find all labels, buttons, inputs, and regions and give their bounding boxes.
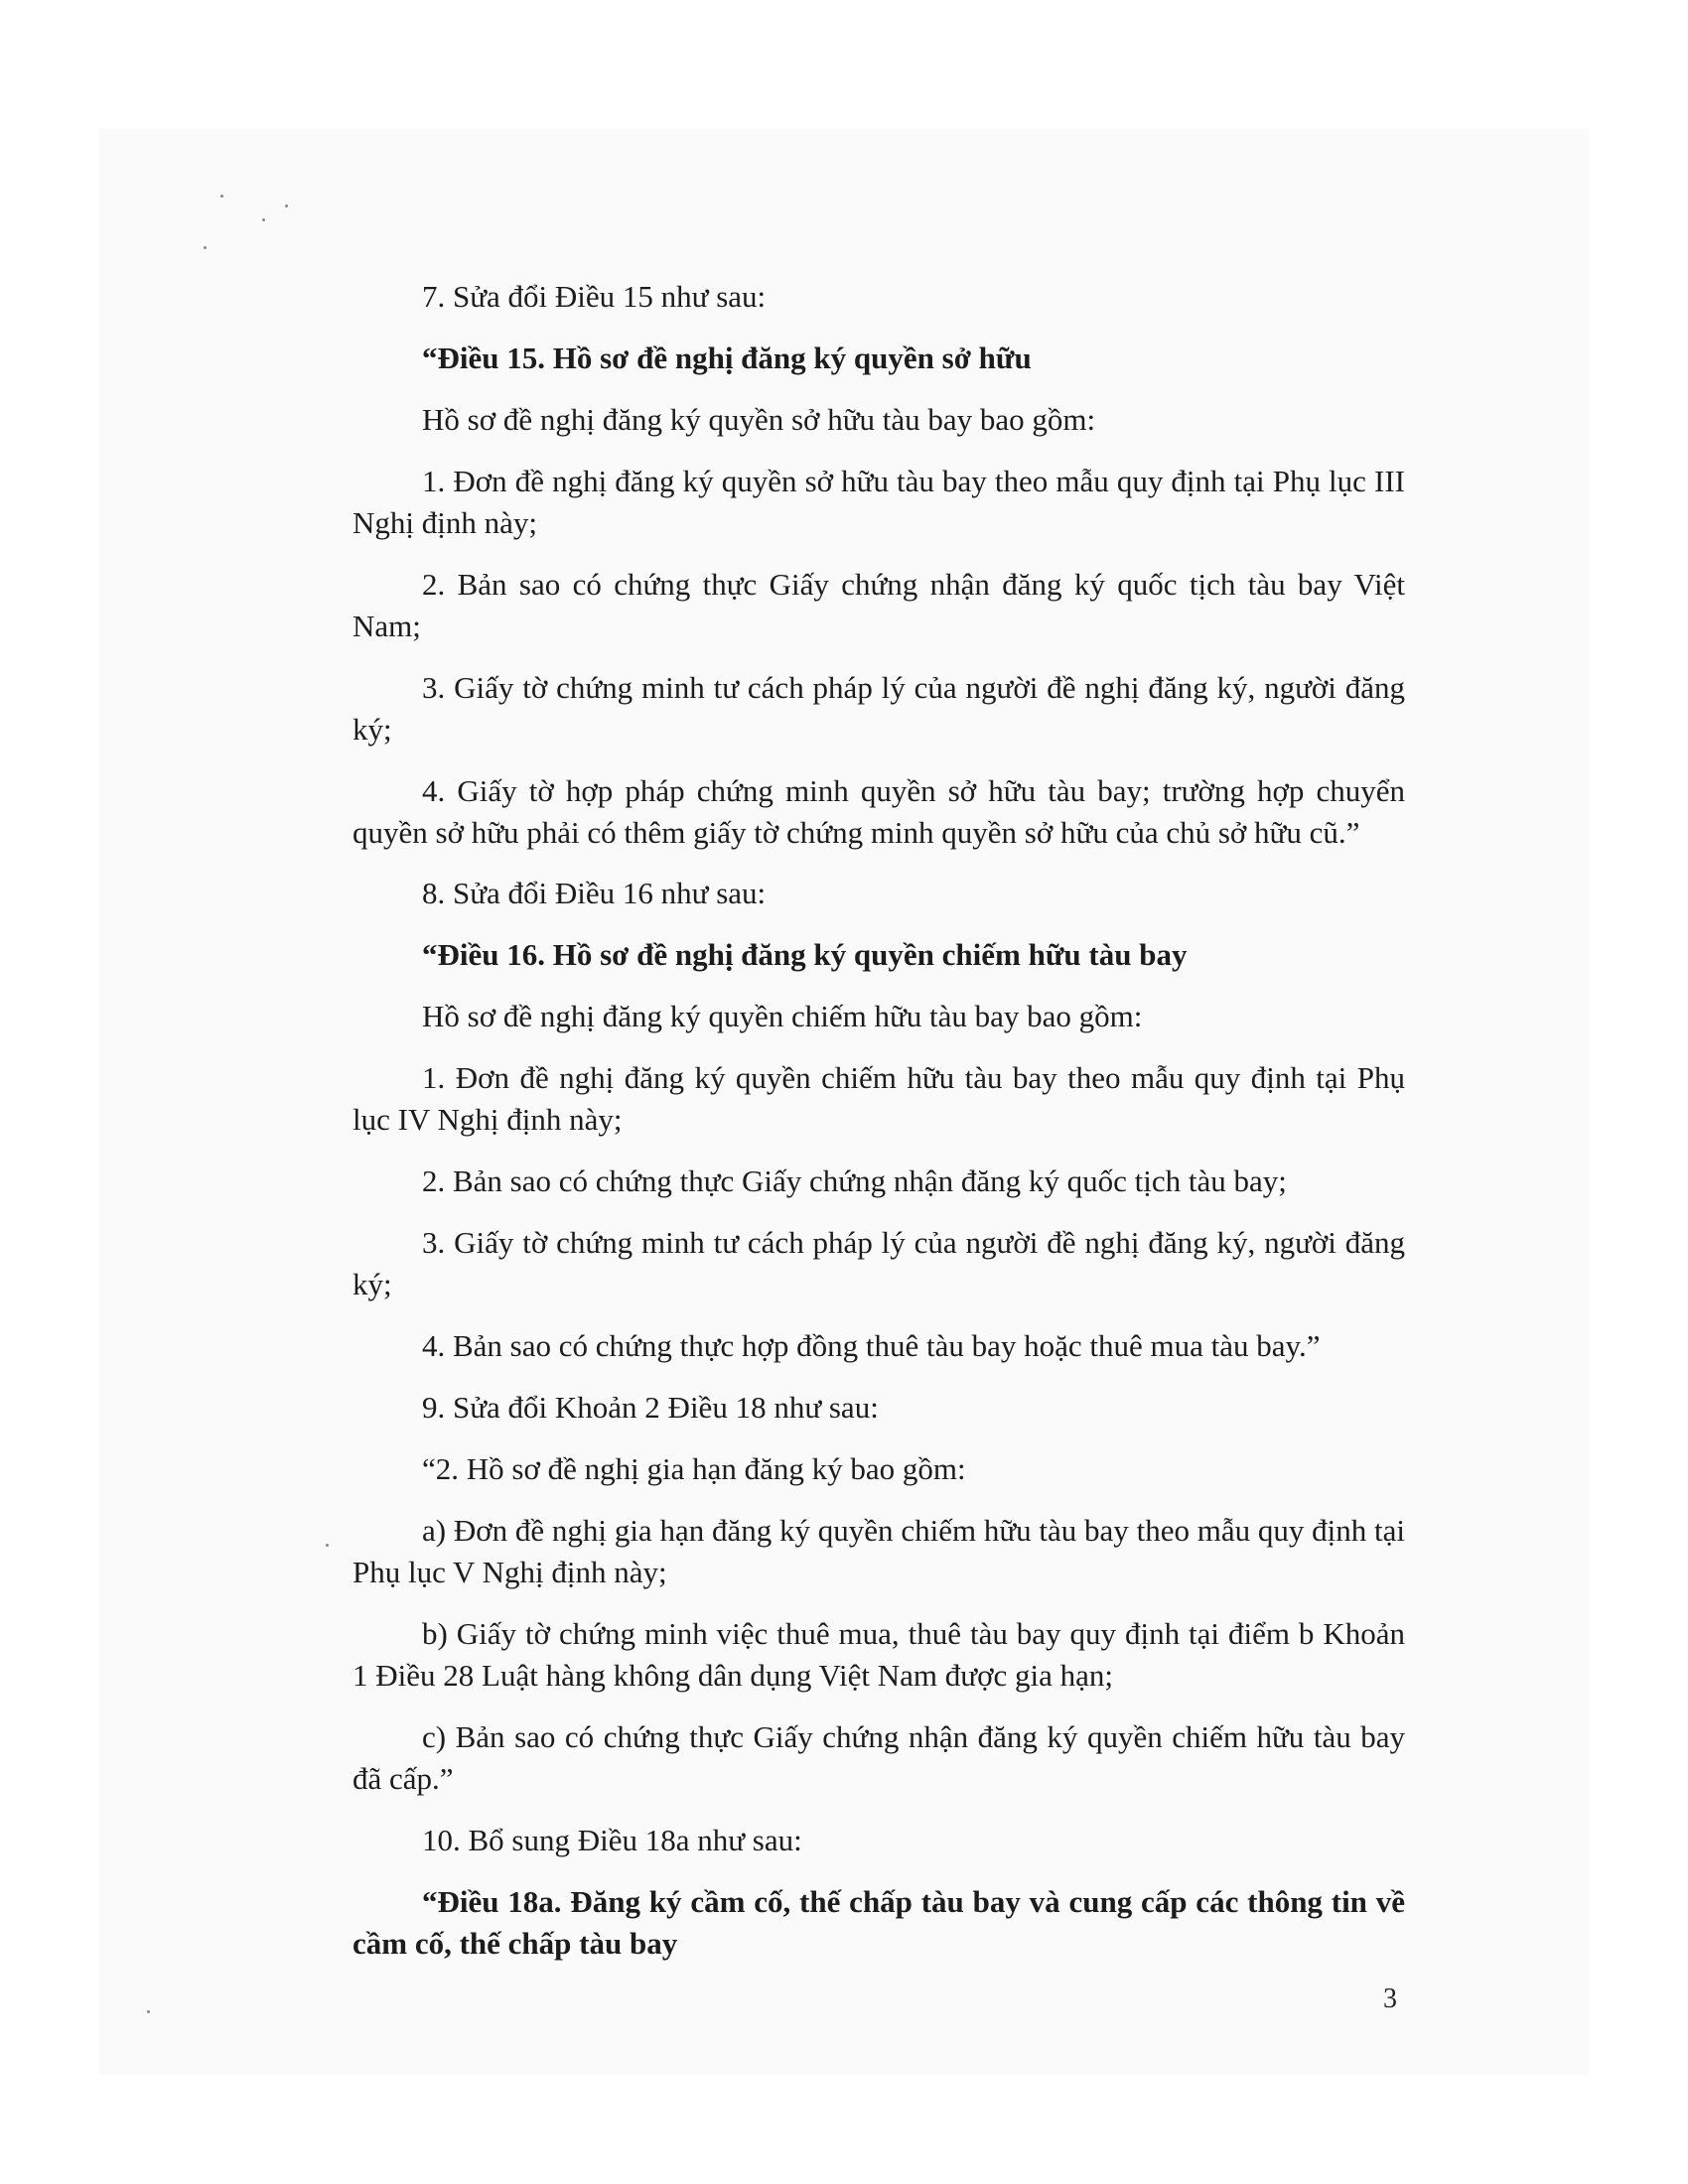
clause-2-item-c: c) Bản sao có chứng thực Giấy chứng nhận đăng ký quyền chiếm hữu tàu bay đã cấp.” xyxy=(352,1719,1405,1796)
document-body xyxy=(352,276,1405,1965)
amendment-heading-10: 10. Bổ sung Điều 18a như sau: xyxy=(422,1823,802,1857)
article-15-item-4: 4. Giấy tờ hợp pháp chứng minh quyền sở hữu tàu bay; trường hợp chuyển quyền sở hữu phải có thêm giấy tờ chứng minh quyền sở hữu của chủ sở hữu cũ.” xyxy=(352,773,1405,850)
amendment-heading-8: 8. Sửa đổi Điều 16 như sau: xyxy=(422,876,767,910)
article-15-title: “Điều 15. Hồ sơ đề nghị đăng ký quyền sở hữu xyxy=(422,341,1032,375)
article-15-item-3: 3. Giấy tờ chứng minh tư cách pháp lý của người đề nghị đăng ký, người đăng ký; xyxy=(352,670,1405,747)
article-15-item-2: 2. Bản sao có chứng thực Giấy chứng nhận đăng ký quốc tịch tàu bay Việt Nam; xyxy=(352,567,1405,643)
article-15-intro: Hồ sơ đề nghị đăng ký quyền sở hữu tàu bay bao gồm: xyxy=(422,402,1096,437)
scan-speck xyxy=(326,1544,329,1547)
scan-speck xyxy=(285,205,288,207)
amendment-heading-7: 7. Sửa đổi Điều 15 như sau: xyxy=(422,279,767,314)
article-15-item-1: 1. Đơn đề nghị đăng ký quyền sở hữu tàu bay theo mẫu quy định tại Phụ lục III Nghị định này; xyxy=(352,464,1405,540)
article-16-intro: Hồ sơ đề nghị đăng ký quyền chiếm hữu tàu bay bao gồm: xyxy=(422,999,1143,1033)
page-number: 3 xyxy=(1383,1983,1397,2014)
scan-speck xyxy=(204,246,207,249)
article-18a-title: “Điều 18a. Đăng ký cầm cố, thế chấp tàu bay và cung cấp các thông tin về cầm cố, thế chấp tàu bay xyxy=(352,1884,1405,1961)
article-16-item-4: 4. Bản sao có chứng thực hợp đồng thuê tàu bay hoặc thuê mua tàu bay.” xyxy=(422,1328,1321,1363)
article-16-title: “Điều 16. Hồ sơ đề nghị đăng ký quyền chiếm hữu tàu bay xyxy=(422,937,1188,972)
article-16-item-2: 2. Bản sao có chứng thực Giấy chứng nhận đăng ký quốc tịch tàu bay; xyxy=(422,1163,1287,1198)
scan-speck xyxy=(262,218,265,221)
scan-speck xyxy=(147,2010,150,2013)
article-16-item-1: 1. Đơn đề nghị đăng ký quyền chiếm hữu tàu bay theo mẫu quy định tại Phụ lục IV Nghị định này; xyxy=(352,1060,1405,1137)
clause-2-intro: “2. Hồ sơ đề nghị gia hạn đăng ký bao gồm: xyxy=(422,1451,966,1486)
scan-speck xyxy=(220,195,223,198)
clause-2-item-a: a) Đơn đề nghị gia hạn đăng ký quyền chiếm hữu tàu bay theo mẫu quy định tại Phụ lục V Nghị định này; xyxy=(352,1513,1405,1589)
clause-2-item-b: b) Giấy tờ chứng minh việc thuê mua, thuê tàu bay quy định tại điểm b Khoản 1 Điều 28 Luật hàng không dân dụng Việt Nam được gia hạn; xyxy=(352,1616,1405,1693)
amendment-heading-9: 9. Sửa đổi Khoản 2 Điều 18 như sau: xyxy=(422,1390,879,1425)
article-16-item-3: 3. Giấy tờ chứng minh tư cách pháp lý của người đề nghị đăng ký, người đăng ký; xyxy=(352,1225,1405,1301)
